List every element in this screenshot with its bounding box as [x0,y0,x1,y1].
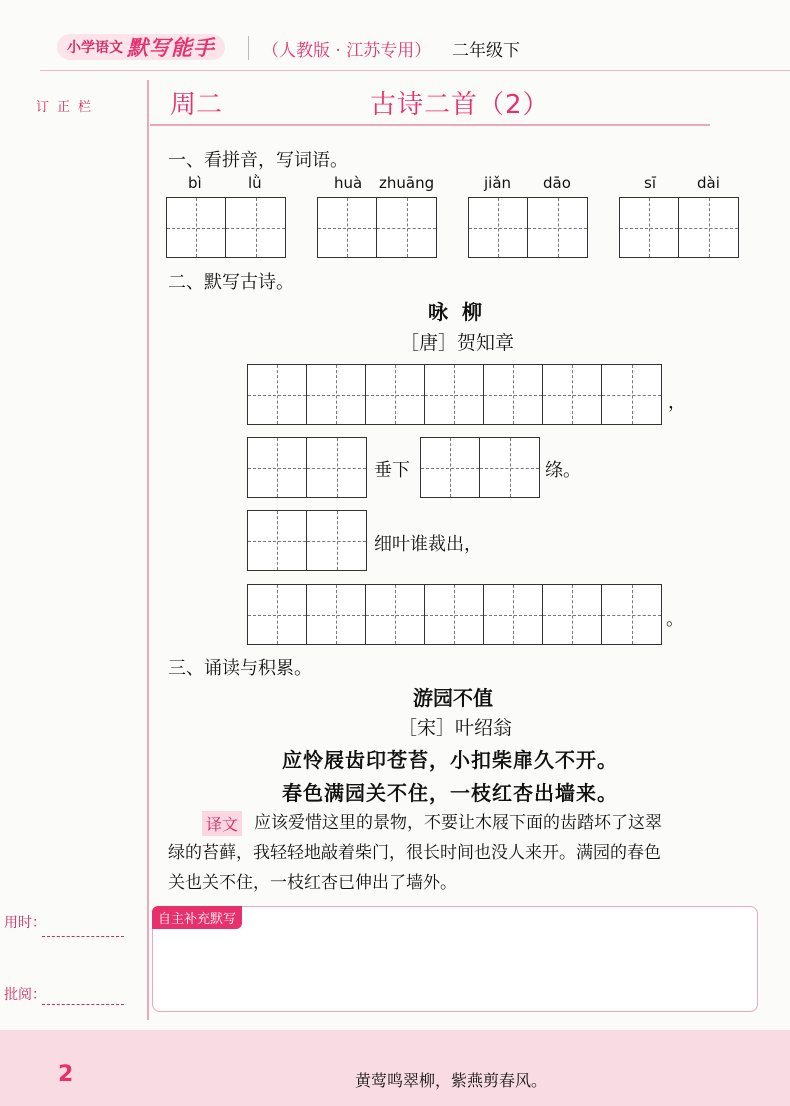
pinyin: zhuāng [379,174,435,192]
writing-cell[interactable] [421,438,480,497]
poem-author: ［唐］贺知章 [400,332,515,354]
writing-cell[interactable] [528,198,587,257]
pinyin: huà [334,174,363,192]
poem-text: 细叶谁裁出， [374,534,482,555]
writing-cell[interactable] [366,585,425,644]
pinyin: sī [644,174,656,192]
pinyin: lǜ [248,174,262,192]
poem-line-grid[interactable] [420,437,540,498]
writing-cell[interactable] [543,365,602,424]
section3-heading: 三、诵读与积累。 [168,658,312,679]
margin-rule [147,80,149,1020]
poem-line-grid[interactable] [247,584,662,645]
writing-cell[interactable] [307,438,366,497]
poem-text: 垂下 [374,460,410,481]
poem-text: 绦。 [545,460,581,481]
correction-column-label: 订正栏 [36,100,100,115]
writing-cell[interactable] [377,198,436,257]
translation-text: 应该爱惜这里的景物，不要让木屐下面的齿踏坏了这翠 [254,813,662,833]
supplement-label: 自主补充默写 [152,906,242,929]
writing-cell[interactable] [318,198,377,257]
writing-cell[interactable] [480,438,539,497]
reading-poem-author: ［宋］叶绍翁 [398,717,513,739]
reading-poem-line: 应怜屐齿印苍苔，小扣柴扉久不开。 [282,748,618,772]
edition-label: （人教版 · 江苏专用） [262,41,432,61]
writing-cell[interactable] [307,511,366,570]
word-grid[interactable] [619,197,739,258]
reading-poem-line: 春色满园关不住，一枝红杏出墙来。 [282,781,618,805]
poem-line-grid[interactable] [247,510,367,571]
writing-cell[interactable] [248,585,307,644]
writing-cell[interactable] [425,365,484,424]
section1-heading: 一、看拼音，写词语。 [168,150,348,171]
writing-cell[interactable] [679,198,738,257]
brand-big-text: 默写能手 [127,36,215,60]
review-field[interactable] [42,1004,124,1005]
writing-cell[interactable] [602,585,661,644]
word-grid[interactable] [317,197,437,258]
writing-cell[interactable] [602,365,661,424]
supplement-writing-area[interactable] [152,906,758,1012]
pinyin: bì [188,174,202,192]
punctuation: ， [668,392,686,413]
writing-cell[interactable] [620,198,679,257]
translation-tag: 译文 [202,811,242,836]
poem-line-grid[interactable] [247,364,662,425]
writing-cell[interactable] [484,585,543,644]
pinyin: jiǎn [484,174,512,192]
writing-cell[interactable] [307,585,366,644]
translation-text: 绿的苔藓，我轻轻地敲着柴门，很长时间也没人来开。满园的春色 [168,843,661,863]
section2-heading: 二、默写古诗。 [168,272,294,293]
footer-quote: 黄莺鸣翠柳，紫燕剪春风。 [355,1071,548,1090]
time-spent-label: 用时： [4,915,46,931]
word-grid[interactable] [166,197,286,258]
punctuation: 。 [666,609,684,630]
writing-cell[interactable] [484,365,543,424]
writing-cell[interactable] [425,585,484,644]
writing-cell[interactable] [248,438,307,497]
writing-cell[interactable] [366,365,425,424]
page-number: 2 [58,1062,74,1087]
title-rule [150,124,710,126]
translation-text: 关也关不住，一枝红杏已伸出了墙外。 [168,873,457,893]
writing-cell[interactable] [248,365,307,424]
pinyin: dāo [543,174,571,192]
writing-cell[interactable] [543,585,602,644]
reading-poem-title: 游园不值 [413,686,493,710]
review-label: 批阅： [4,987,46,1003]
brand-logo [57,34,225,60]
week-title: 周二 [170,90,223,120]
header-divider [248,36,249,60]
time-spent-field[interactable] [42,936,124,937]
grade-label: 二年级下 [452,41,520,61]
writing-cell[interactable] [307,365,366,424]
poem-line-grid[interactable] [247,437,367,498]
writing-cell[interactable] [469,198,528,257]
header-rule [40,70,790,71]
poem-title: 咏柳 [428,300,496,324]
lesson-title: 古诗二首（2） [370,90,550,120]
writing-cell[interactable] [226,198,285,257]
word-grid[interactable] [468,197,588,258]
writing-cell[interactable] [167,198,226,257]
pinyin: dài [697,174,720,192]
brand-small-text: 小学语文 [67,40,123,56]
writing-cell[interactable] [248,511,307,570]
